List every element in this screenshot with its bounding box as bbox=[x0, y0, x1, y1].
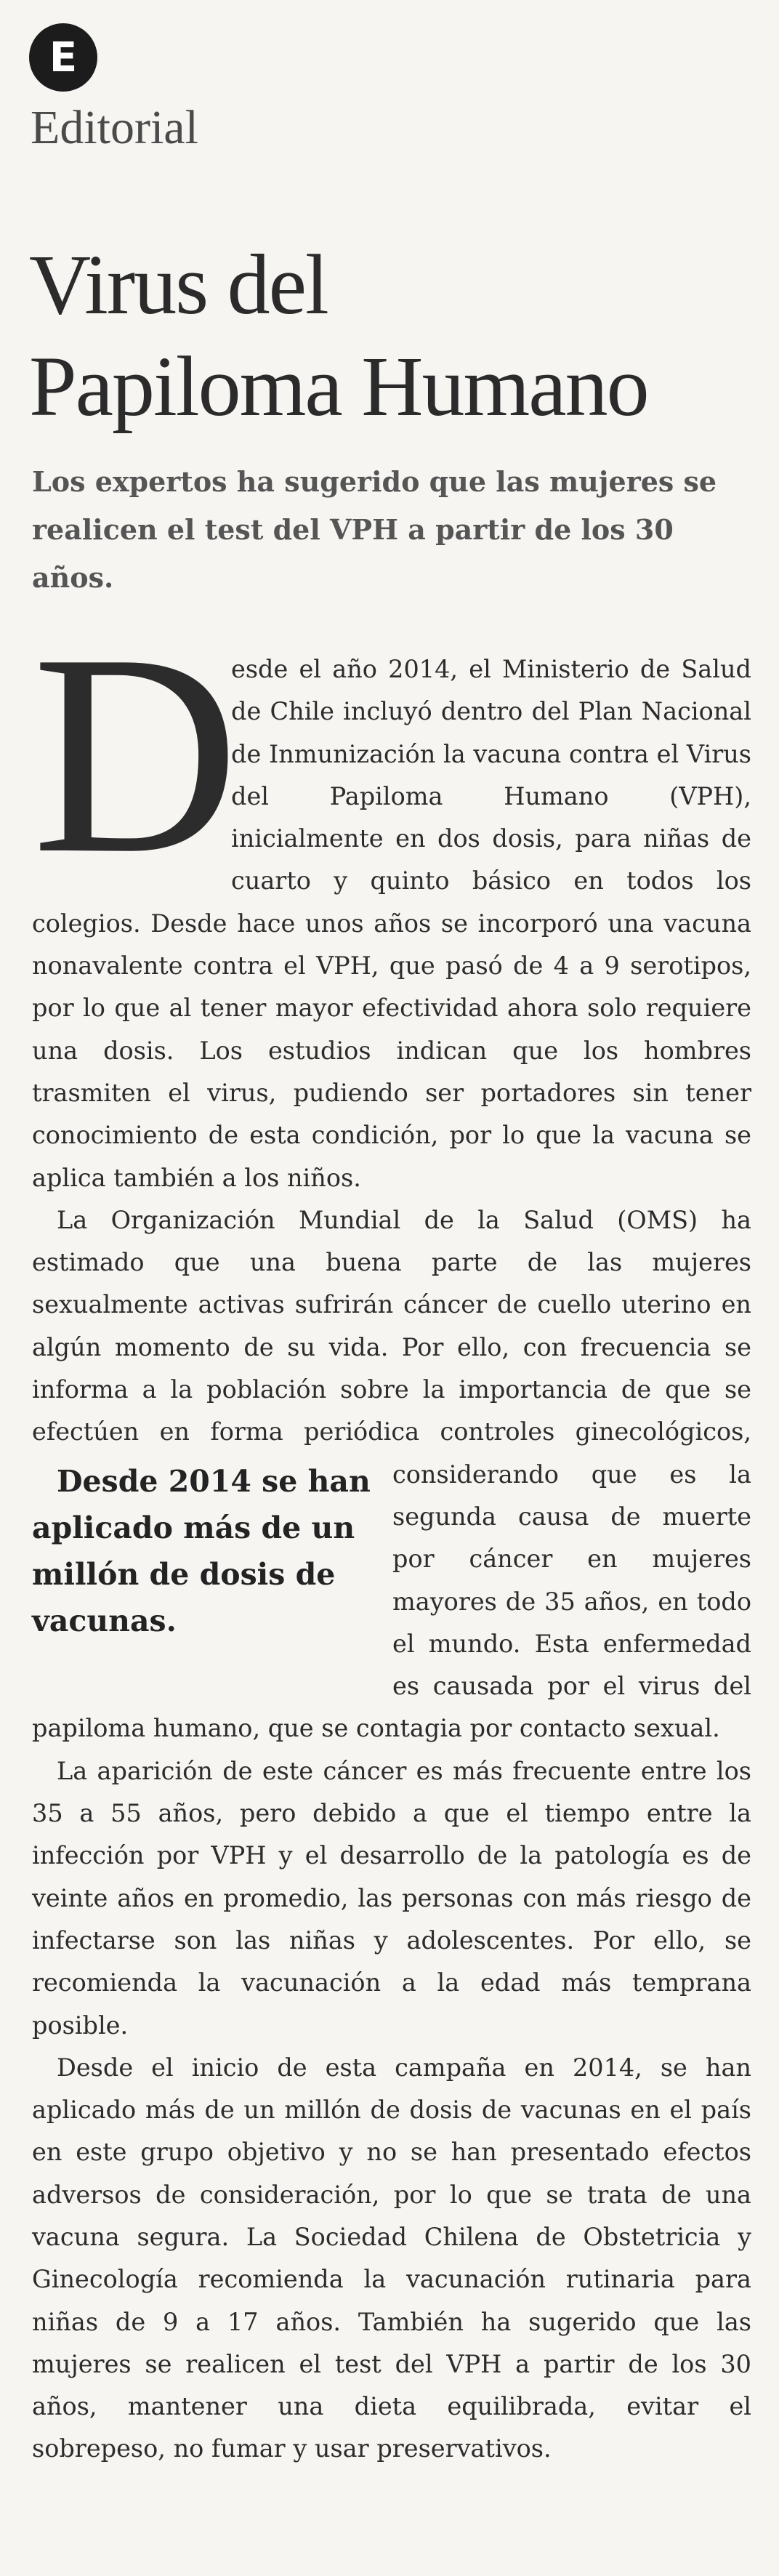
paragraph-1 bbox=[32, 595, 751, 1199]
article-title bbox=[29, 234, 756, 438]
paragraph-2 bbox=[32, 1199, 751, 1750]
title-line-2: Papiloma Humano bbox=[29, 339, 648, 434]
section-badge-letter: E bbox=[49, 33, 78, 81]
section-badge bbox=[29, 23, 97, 92]
paragraph-2-text-after-quote: cos, considerando que es la segunda causa de muerte por cáncer en mujeres mayores de 35 años, en todo el mundo. Esta enfermedad es causada por el virus del papiloma humano, que se contagia por contacto sexual. bbox=[32, 1417, 751, 1743]
title-line-1: Virus del bbox=[29, 237, 328, 332]
paragraph-4: Desde el inicio de esta campaña en 2014, se han aplicado más de un millón de dosis de vacunas en el país en este grupo objetivo y no se han presentado efectos adversos de consideración, por lo que se trata de una vacuna segura. La Sociedad Chilena de Obstetricia y Ginecología recomienda la vacunación rutinaria para niñas de 9 a 17 años. También ha sugerido que las mujeres se realicen el test del VPH a partir de los 30 años, mantener una dieta equilibrada, evitar el sobrepeso, no fumar y usar preservativos. bbox=[32, 2053, 751, 2463]
paragraph-2-text-before-quote: La Organización Mundial de la Salud (OMS) ha estimado que una buena parte de las mujeres sexualmente activas sufrirán cáncer de cuello uterino en algún momento de su vida. Por ello, con frecuencia se informa a la población sobre la importancia de que se efectúen en forma periódica controles ginecológi bbox=[32, 1205, 751, 1446]
article-deck: Los expertos ha sugerido que las mujeres se realicen el test del VPH a partir de los 30 años. bbox=[32, 465, 717, 594]
section-label: Editorial bbox=[31, 101, 198, 154]
article-body bbox=[32, 595, 751, 2471]
paragraph-3: La aparición de este cáncer es más frecuente entre los 35 a 55 años, pero debido a que el tiempo entre la infección por VPH y el desarrollo de la patología es de veinte años en promedio, las personas con más riesgo de infectarse son las niñas y adolescentes. Por ello, se recomienda la vacunación a la edad más temprana posible. bbox=[32, 1756, 751, 2040]
drop-cap: D bbox=[32, 595, 240, 913]
paragraph-1-text: esde el año 2014, el Ministerio de Salud de Chile incluyó dentro del Plan Nacional de Inmunización la vacuna contra el Virus del Papiloma Humano (VPH), inicialmente en dos dosis, para niñas de cuarto y quinto básico en todos los colegios. Desde hace unos años se incorporó una vacuna nonavalente contra el VPH, que pasó de 4 a 9 serotipos, por lo que al tener mayor efectividad ahora solo requiere una dosis. Los estudios indican que los hombres trasmiten el virus, pudiendo ser portadores sin tener conocimiento de esta condición, por lo que la vacuna se aplica también a los niños. bbox=[32, 655, 751, 1192]
pull-quote: Desde 2014 se han aplicado más de un millón de dosis de vacunas. bbox=[32, 1463, 371, 1638]
